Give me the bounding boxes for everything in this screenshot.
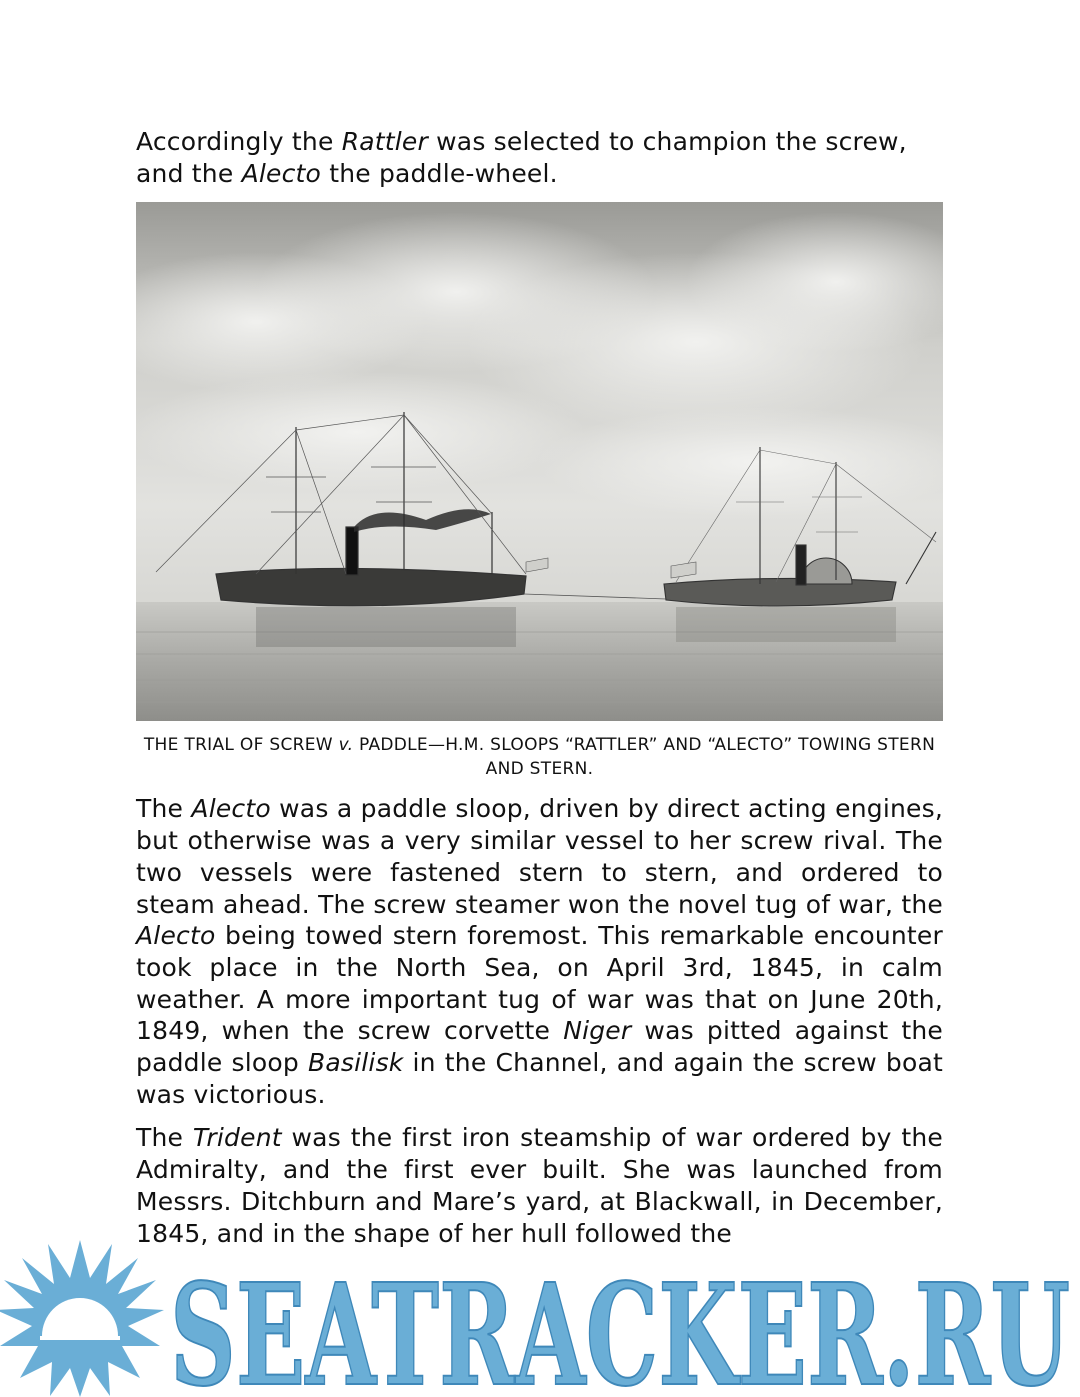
clouds [136,212,943,517]
italic-ship-name: Alecto [241,158,322,188]
caption-text: THE TRIAL OF SCREW [143,735,339,756]
text-run: Accordingly the [136,127,342,156]
italic-ship-name: Alecto [136,921,216,951]
italic-ship-name: Alecto [191,794,271,824]
text-run: being towed stern foremost. This remarkable encounter took place in the North Sea, on April 3rd, 1845, in calm weather. A more important tug of war was that on June 20th, 1849, when the screw corvette [136,921,943,1046]
sun-icon [0,1240,164,1397]
italic-ship-name: Niger [563,1016,632,1046]
italic-ship-name: Rattler [341,127,428,156]
caption-text: PADDLE—H.M. SLOOPS “RATTLER” AND “ALECTO” TOWING STERN AND STERN. [353,735,936,780]
paragraph-3 [136,1122,943,1249]
paragraph-2 [136,793,943,1110]
text-run: was pitted against the paddle sloop [136,1016,943,1078]
text-run: was selected to champion the screw, and the [136,127,907,188]
italic-ship-name: Trident [192,1123,282,1153]
italic-ship-name: Basilisk [308,1048,404,1078]
text-run: The [136,1123,193,1153]
text-run: The [136,794,192,824]
watermark-label: SEATRACKER.RU [170,1262,1070,1392]
caption-italic: v. [338,735,354,756]
text-run: was a paddle sloop, driven by direct acting engines, but otherwise was a very similar vessel to her screw rival. The two vessels were fastened stern to stern, and ordered to steam ahead. The screw steamer won the novel tug of war, the [136,794,943,919]
watermark-text [168,1262,1073,1392]
text-run: in the Channel, and again the screw boat was victorious. [136,1048,943,1109]
ships-illustration [136,202,943,721]
figure-caption [136,733,943,781]
text-run: the paddle-wheel. [321,158,558,188]
paragraph-1 [136,126,943,189]
text-run: was the first iron steamship of war ordered by the Admiralty, and the first ever built. She was launched from Messrs. Ditchburn and Mare’s yard, at Blackwall, in December, 1845, and in the shape of her hull followed the [136,1123,944,1248]
page-content [136,126,943,1249]
